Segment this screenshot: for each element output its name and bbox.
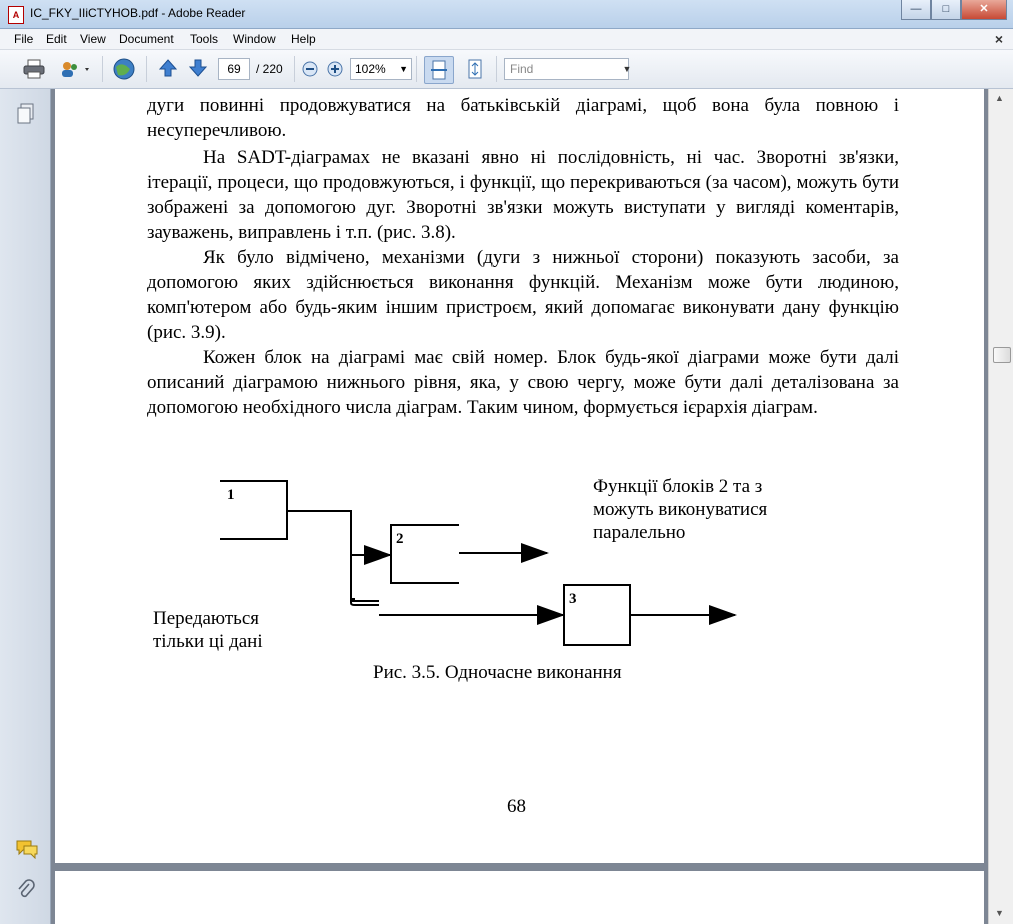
collaborate-button[interactable] [58,58,94,80]
pages-icon [16,103,36,125]
previous-page-button[interactable] [158,58,178,78]
block-2-number: 2 [396,531,404,547]
note-parallel-line-2: можуть виконуватися [593,499,768,520]
arrow-down-icon [188,58,208,78]
document-view[interactable] [51,89,988,924]
zoom-value: 102% [355,62,386,76]
share-button[interactable] [110,58,138,80]
minimize-button[interactable]: — [901,0,931,20]
menu-bar [0,29,1013,50]
close-button[interactable]: ✕ [961,0,1007,20]
figure-caption: Рис. 3.5. Одночасне виконання [373,662,622,683]
fit-page-width-icon [430,60,448,80]
paragraph-4: Кожен блок на діаграмі має свій номер. Блок будь-якої діаграми може бути далі описаний діаграмою нижнього рівня, яка, у свою чергу, може бути далі деталізована за допомогою необхідного числа діаграм. Таким чином, формується ієрархія діаграм. [147,347,899,418]
fit-width-button[interactable] [424,56,454,84]
scroll-down-icon[interactable]: ▼ [995,908,1004,918]
find-input[interactable] [504,58,629,80]
note-parallel [593,475,767,544]
menu-help[interactable]: Help [291,32,316,46]
menu-tools[interactable]: Tools [190,32,219,46]
toolbar [0,50,1013,89]
zoom-out-button[interactable] [300,58,320,80]
pdf-page [55,89,984,863]
vertical-scrollbar[interactable] [988,89,1013,924]
printer-icon [23,59,45,79]
note-data-line-1: Передаються [153,608,260,629]
paragraph-1: дуги повинні продовжуватися на батьківській діаграмі, щоб вона була повною і несуперечливою. [147,95,899,141]
note-data-line-2: тільки ці дані [153,631,263,652]
paragraph-2: На SADT-діаграмах не вказані явно ні послідовність, ні час. Зворотні зв'язки, ітерації, процеси, що продовжуються, і функції, що перекриваються (за часом), можуть бути зображені за допомогою дуг. Зворотні зв'язки можуть виступати у вигляді коментарів, зауважень, виправлень і т.п. (рис. 3.8). [147,147,899,243]
menu-window[interactable]: Window [233,32,276,46]
people-dropdown-icon [59,59,93,79]
scroll-up-icon[interactable]: ▲ [995,93,1004,103]
menu-view[interactable]: View [80,32,106,46]
globe-icon [111,57,137,81]
menu-document[interactable]: Document [119,32,174,46]
scroll-thumb[interactable] [993,347,1011,363]
zoom-in-icon [326,60,344,78]
comments-icon [16,839,38,859]
paragraph-3: Як було відмічено, механізми (дуги з нижньої сторони) показують засоби, за допомогою яких здійснюється виконання функцій. Механізм може бути людиною, комп'ютером або будь-яким іншим пристроєм, який допомагає виконувати дану функцію (рис. 3.9). [147,247,899,343]
block-1-number: 1 [227,487,235,503]
arc-branch [351,599,379,601]
menu-file[interactable]: File [14,32,34,46]
arc-block1-output [287,511,355,599]
paperclip-icon [16,879,36,901]
maximize-button[interactable]: □ [931,0,961,20]
title-bar [0,0,1013,29]
block-3-number: 3 [569,591,577,607]
window-controls [901,0,1007,20]
fit-page-button[interactable] [462,58,488,80]
fit-page-icon [466,59,484,79]
zoom-out-icon [301,60,319,78]
zoom-select[interactable] [350,58,412,80]
page-total: / 220 [256,62,283,76]
find-options-chevron-icon[interactable]: ▼ [622,64,632,74]
attachments-panel-button[interactable] [16,879,36,899]
navigation-pane [0,89,51,924]
close-document-icon[interactable]: × [994,31,1003,47]
note-data [153,607,263,653]
next-page-button[interactable] [188,58,208,78]
arrow-up-icon [158,58,178,78]
note-parallel-line-1: Функції блоків 2 та з [593,476,763,497]
diagram-figure [55,459,984,689]
pdf-app-icon: A [8,6,24,24]
chevron-down-icon: ▼ [399,64,408,74]
note-parallel-line-3: паралельно [593,522,686,543]
print-button[interactable] [22,58,46,80]
comments-panel-button[interactable] [16,839,36,859]
menu-edit[interactable]: Edit [46,32,67,46]
zoom-in-button[interactable] [325,58,345,80]
next-pdf-page [55,871,984,924]
page-number-input[interactable]: 69 [218,58,250,80]
page-number-footer: 68 [507,796,526,817]
pages-panel-button[interactable] [16,103,36,123]
find-placeholder: Find [510,62,534,76]
window-title: IC_FKY_IIiCTYHOB.pdf - Adobe Reader [30,6,246,20]
